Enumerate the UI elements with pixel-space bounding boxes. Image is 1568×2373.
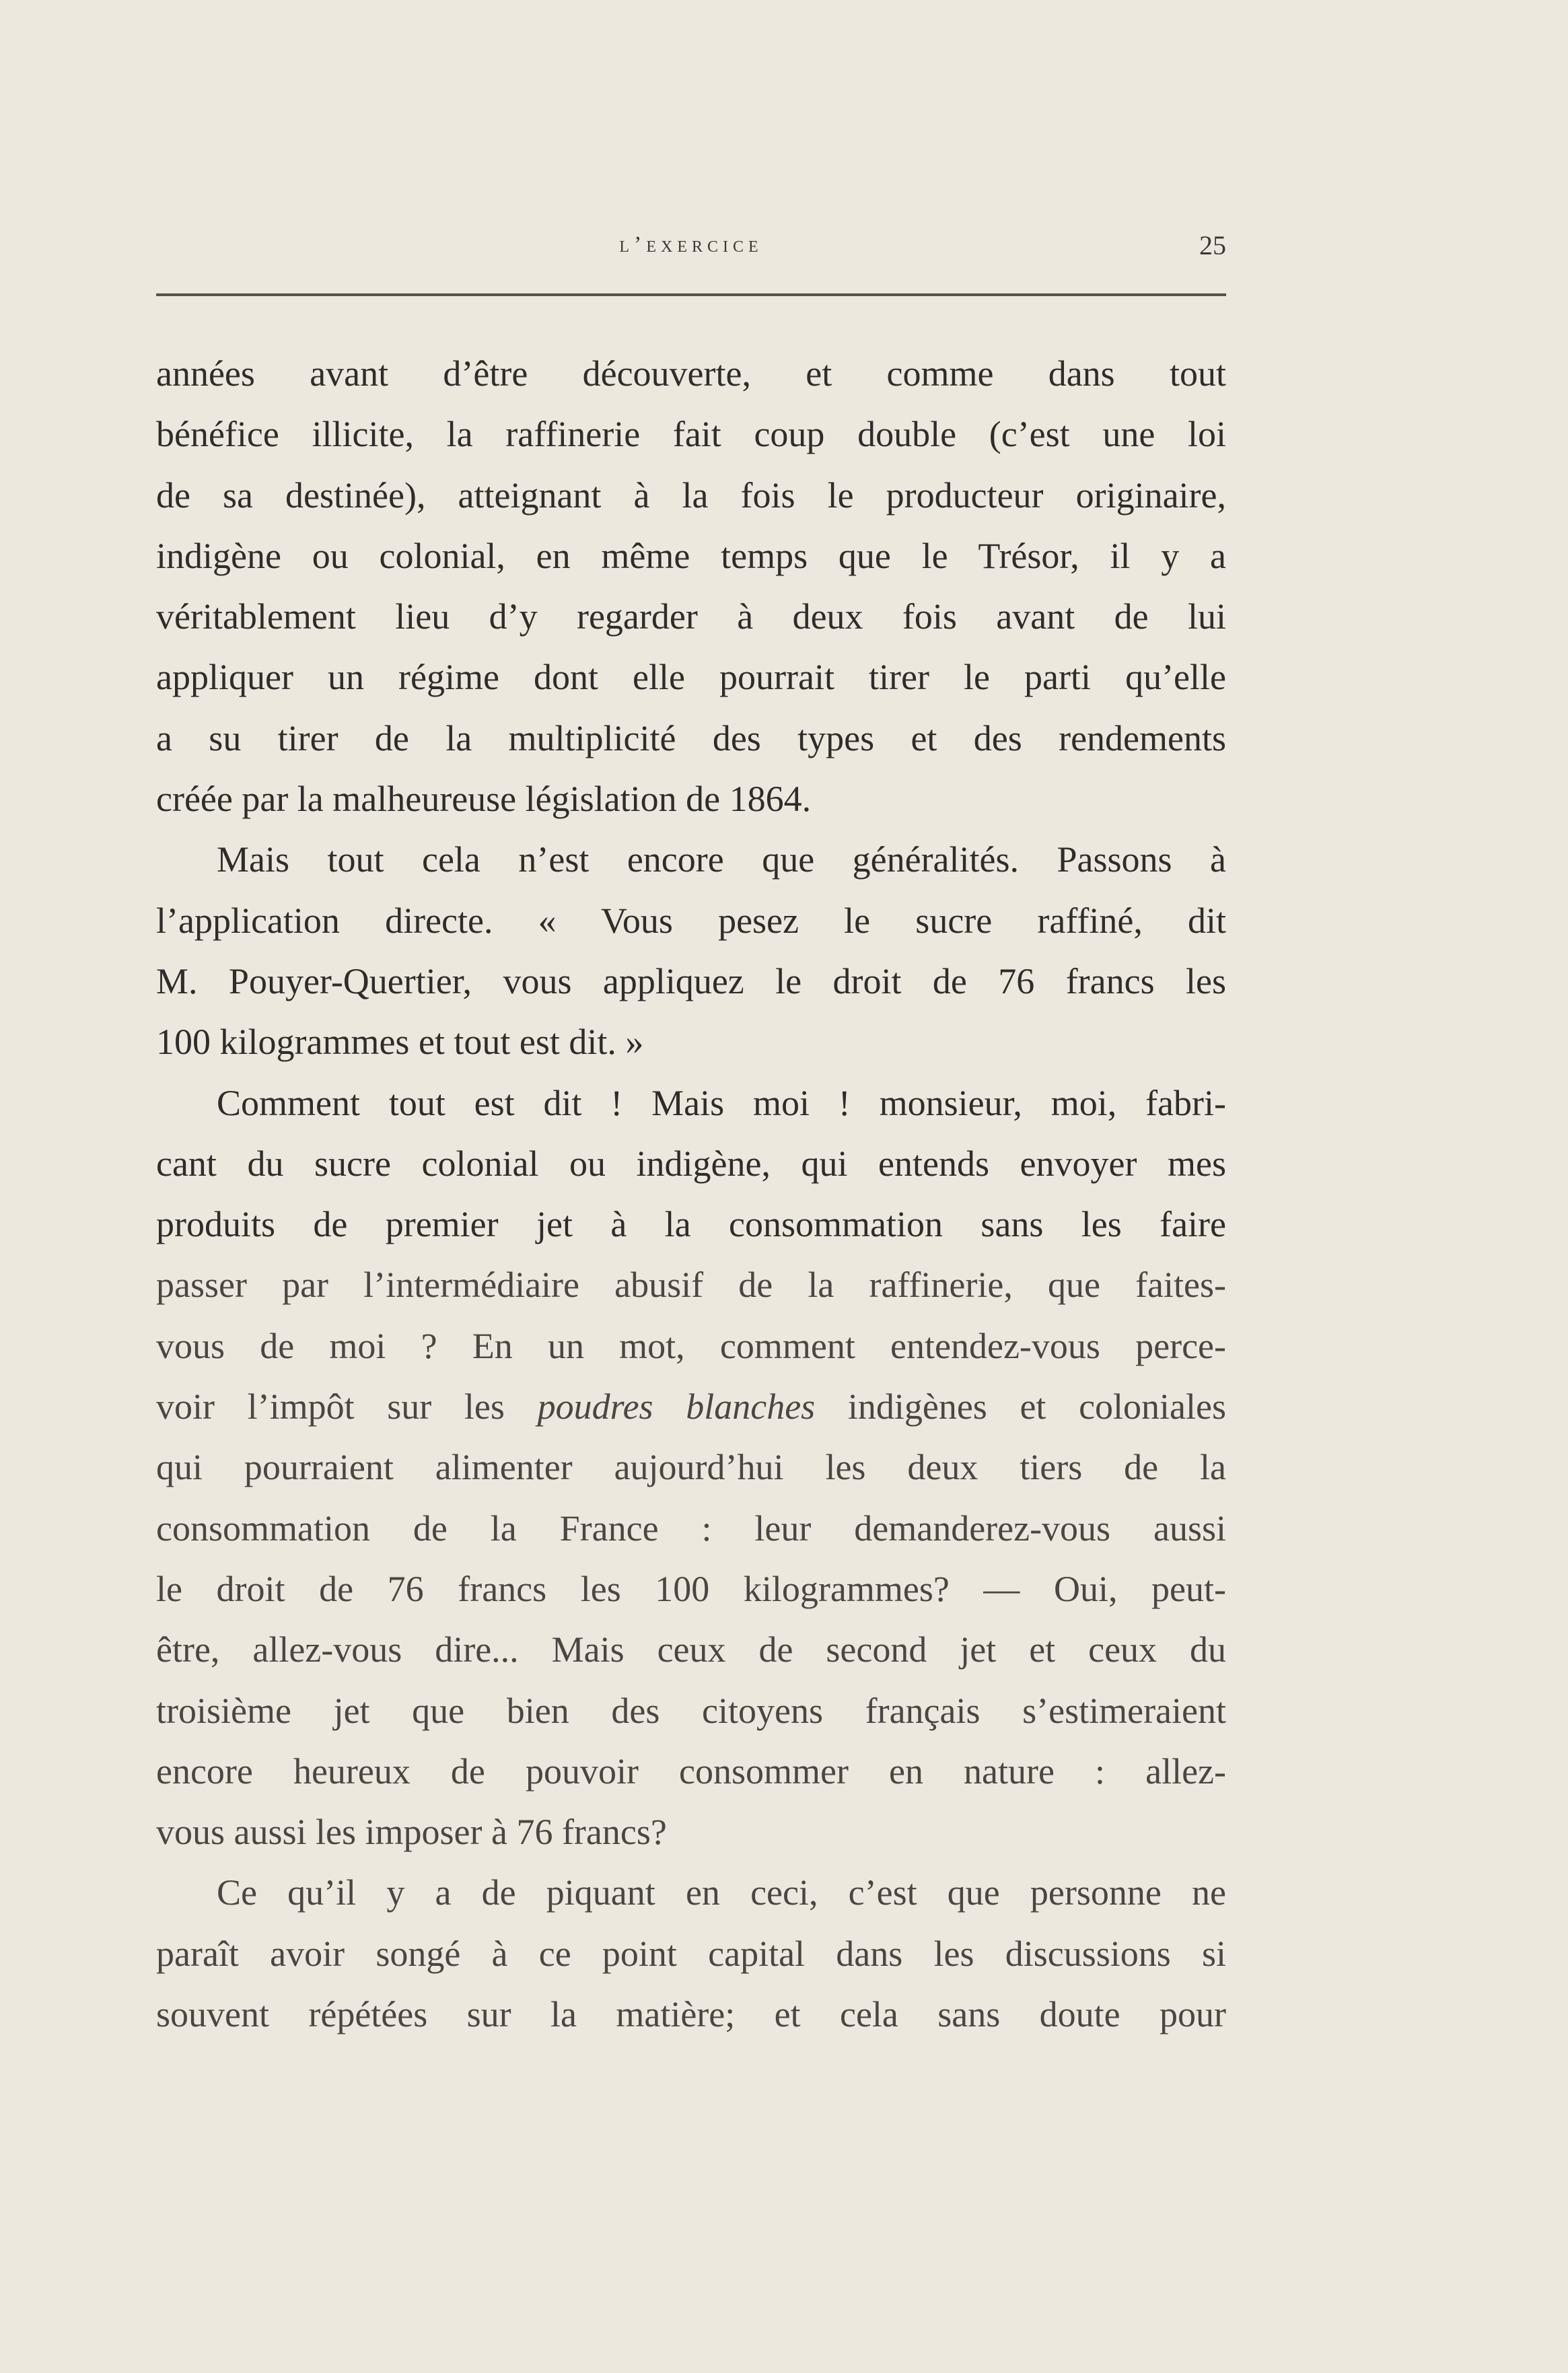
text-line: Ce qu’il y a de piquant en ceci, c’est que personne ne	[217, 1872, 1226, 1913]
text-line: années avant d’être découverte, et comme dans tout	[156, 353, 1226, 394]
text-line: appliquer un régime dont elle pourrait tirer le parti qu’elle	[156, 657, 1226, 698]
text-line: encore heureux de pouvoir consommer en nature : allez-	[156, 1750, 1226, 1792]
text-line: créée par la malheureuse législation de 1864.	[156, 779, 812, 820]
text-line: indigène ou colonial, en même temps que le Trésor, il y a	[156, 535, 1226, 576]
text-line: paraît avoir songé à ce point capital dans les discussions si	[156, 1933, 1226, 1974]
text-line: le droit de 76 francs les 100 kilogrammes? — Oui, peut-	[156, 1568, 1226, 1609]
text-line: vous de moi ? En un mot, comment entendez-vous perce-	[156, 1325, 1226, 1366]
italic-phrase: poudres blanches	[537, 1386, 816, 1427]
text-line: troisième jet que bien des citoyens français s’estimeraient	[156, 1690, 1226, 1731]
text-line: consommation de la France : leur demanderez-vous aussi	[156, 1508, 1226, 1549]
text-line: cant du sucre colonial ou indigène, qui entends envoyer mes	[156, 1143, 1226, 1184]
text-line: 100 kilogrammes et tout est dit. »	[156, 1022, 644, 1063]
text-line: vous aussi les imposer à 76 francs?	[156, 1812, 667, 1853]
text-line: l’application directe. « Vous pesez le sucre raffiné, dit	[156, 900, 1226, 941]
text-line: véritablement lieu d’y regarder à deux fois avant de lui	[156, 596, 1226, 637]
text-segment: voir l’impôt sur les	[156, 1386, 538, 1427]
running-head	[156, 232, 1226, 273]
text-line: être, allez-vous dire... Mais ceux de second jet et ceux du	[156, 1629, 1226, 1670]
text-line-with-italic	[156, 1376, 1226, 1437]
body-text	[156, 343, 1226, 2045]
text-line: de sa destinée), atteignant à la fois le producteur originaire,	[156, 474, 1226, 516]
text-line: passer par l’intermédiaire abusif de la raffinerie, que faites-	[156, 1265, 1226, 1306]
header-rule	[156, 293, 1226, 296]
text-line: bénéfice illicite, la raffinerie fait coup double (c’est une loi	[156, 414, 1226, 455]
text-line: souvent répétées sur la matière; et cela sans doute pour	[156, 1994, 1226, 2035]
text-line: Mais tout cela n’est encore que généralités. Passons à	[217, 839, 1226, 880]
text-line: Comment tout est dit ! Mais moi ! monsieur, moi, fabri-	[217, 1082, 1226, 1123]
text-line: produits de premier jet à la consommation sans les faire	[156, 1204, 1226, 1245]
running-title: l’exercice	[619, 232, 763, 257]
text-line: qui pourraient alimenter aujourd’hui les deux tiers de la	[156, 1447, 1226, 1488]
page-number: 25	[1199, 230, 1226, 260]
text-line: a su tirer de la multiplicité des types et des rendements	[156, 717, 1226, 758]
text-segment: indigènes et coloniales	[815, 1386, 1226, 1427]
text-line: M. Pouyer-Quertier, vous appliquez le droit de 76 francs les	[156, 960, 1226, 1001]
